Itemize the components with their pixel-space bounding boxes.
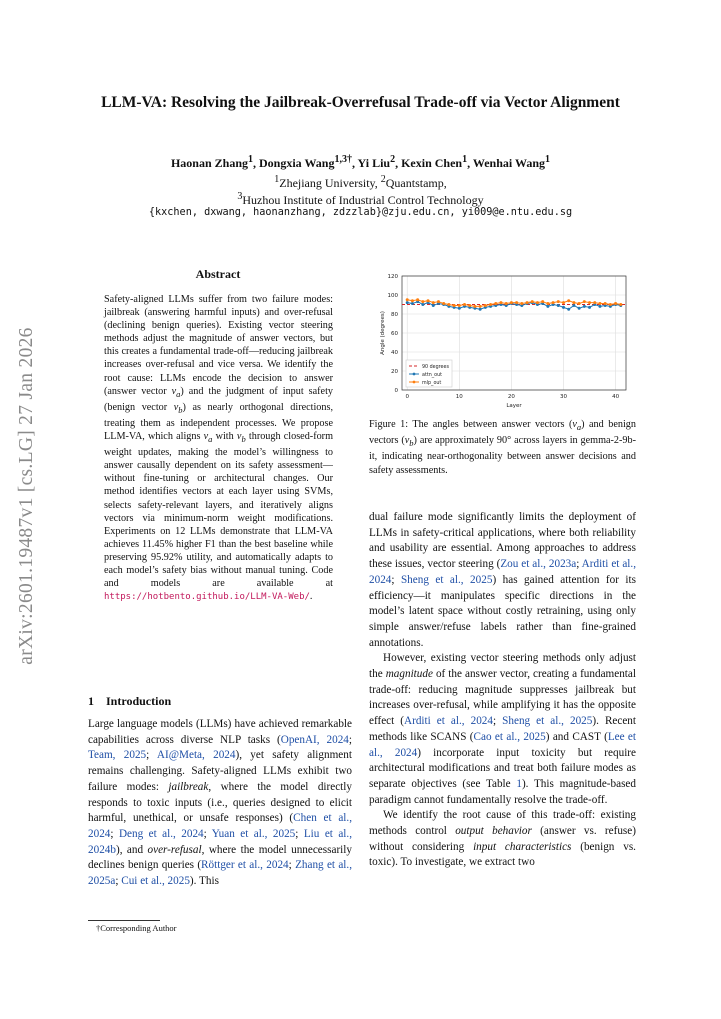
x-tick-label: 20	[507, 394, 515, 400]
abstract-body: Safety-aligned LLMs suffer from two failure modes: jailbreak (answering harmful inputs) and over-refusal (declining benign queries). Existing vector steering methods adjust the magnitude of answer vectors, but this creates a fundamental trade-off—reducing jailbreak increases over-refusal and vice versa. We identify the root cause: LLMs encode the decision to answer (answer vector $v_a$) and the judgment of input safety (benign vector $v_b$) as nearly orthogonal directions, treating them as independent processes. We propose LLM-VA, which aligns $v_a$ with $v_b$ through closed-form weight updates, making the model’s willingness to answer causally dependent on its safety assessment—without fine-tuning or architectural changes. Our method identifies vectors at each layer using SVMs, selects safety-relevant layers, and iteratively aligns vectors via minimum-norm weight modifications. Experiments on 12 LLMs demonstrate that LLM-VA achieves 11.45% higher F1 than the best baseline while preserving 95.92% utility, and automatically adapts to each model’s safety bias without manual tuning. Code and models are available at https://hotbento.github.io/LLM-VA-Web/.	[104, 294, 333, 603]
intro-left-column	[88, 717, 352, 890]
data-point-mlp_out	[619, 303, 622, 306]
affiliation-line-1: $^1$Zhejiang University, $^2$Quantstamp,	[274, 174, 447, 190]
data-point-attn_out	[406, 301, 409, 304]
data-point-attn_out	[598, 305, 601, 308]
data-point-mlp_out	[468, 304, 471, 307]
y-tick-label: 0	[394, 388, 398, 394]
abstract-heading: Abstract	[195, 267, 241, 281]
data-point-mlp_out	[557, 300, 560, 303]
data-point-mlp_out	[604, 302, 607, 305]
data-point-mlp_out	[416, 298, 419, 301]
intro-paragraph-2: dual failure mode significantly limits the deployment of LLMs in safety-critical applications, where both reliability and usability are essential. Among approaches to address these issues, vector steering (Zou et al., 2023a; Arditi et al., 2024; Sheng et al., 2025) has gained attention for its efficiency—it manipulates specific directions in the model’s latent space without costly retraining, using only simple answer/refuse labels rather than fine-grained annotations.	[369, 511, 636, 649]
data-point-mlp_out	[614, 302, 617, 305]
data-point-mlp_out	[541, 300, 544, 303]
data-point-mlp_out	[499, 301, 502, 304]
data-point-mlp_out	[510, 301, 513, 304]
data-point-mlp_out	[453, 304, 456, 307]
legend-marker	[413, 381, 416, 384]
y-tick-label: 60	[391, 331, 398, 337]
section-number: 1	[88, 694, 94, 708]
data-point-mlp_out	[505, 302, 508, 305]
legend-label: mlp_out	[422, 381, 442, 386]
data-point-mlp_out	[536, 301, 539, 304]
y-tick-label: 80	[391, 312, 398, 318]
legend-marker	[413, 373, 416, 376]
data-point-mlp_out	[583, 300, 586, 303]
data-point-attn_out	[411, 302, 414, 305]
data-point-attn_out	[432, 304, 435, 307]
data-point-mlp_out	[473, 305, 476, 308]
footnote-divider	[88, 920, 160, 921]
y-tick-label: 20	[391, 369, 398, 375]
x-tick-label: 30	[559, 394, 567, 400]
data-point-mlp_out	[447, 303, 450, 306]
data-point-mlp_out	[479, 305, 482, 308]
intro-right-column	[369, 510, 636, 871]
figure-caption: Figure 1: The angles between answer vectors $(v_a)$ and benign vectors $(v_b)$ are approximately 90° across layers in gemma-2-9b-it, indicating near-orthogonality between answer decisions and safety assessments.	[369, 419, 636, 476]
intro-paragraph-3: However, existing vector steering methods only adjust the magnitude of the answer vector, creating a fundamental trade-off: reducing magnitude suppresses jailbreak but increases over-refusal, while amplifying it has the opposite effect (Arditi et al., 2024; Sheng et al., 2025). Recent methods like SCANS (Cao et al., 2025) and CAST (Lee et al., 2024) incorporate input toxicity but require architectural modifications and treat both failure modes as separate objectives (see Table 1). This magnitude-based paradigm cannot fundamentally resolve the trade-off.	[369, 652, 637, 806]
x-axis-label: Layer	[506, 403, 522, 409]
angle-chart	[370, 270, 635, 410]
data-point-mlp_out	[489, 303, 492, 306]
data-point-mlp_out	[562, 301, 565, 304]
arxiv-stamp	[5, 296, 49, 696]
figure-1	[370, 270, 635, 410]
section-title: Introduction	[106, 694, 172, 708]
arxiv-id: arXiv:2601.19487v1 [cs.LG] 27 Jan 2026	[16, 327, 37, 665]
data-point-mlp_out	[552, 301, 555, 304]
data-point-mlp_out	[609, 303, 612, 306]
data-point-attn_out	[458, 307, 461, 310]
data-point-attn_out	[546, 305, 549, 308]
data-point-mlp_out	[593, 301, 596, 304]
data-point-attn_out	[557, 304, 560, 307]
data-point-mlp_out	[427, 299, 430, 302]
data-point-mlp_out	[406, 298, 409, 301]
data-point-attn_out	[567, 308, 570, 311]
data-point-mlp_out	[484, 304, 487, 307]
data-point-attn_out	[578, 307, 581, 310]
data-point-mlp_out	[578, 302, 581, 305]
section-heading	[88, 694, 171, 709]
author-list: Haonan Zhang$^1$, Dongxia Wang$^{1,3\dagger}$, Yi Liu$^2$, Kexin Chen$^1$, Wenhai Wang$^1$	[170, 154, 551, 170]
data-point-attn_out	[583, 305, 586, 308]
data-point-mlp_out	[515, 301, 518, 304]
legend-label: attn_out	[422, 373, 442, 378]
data-point-mlp_out	[494, 302, 497, 305]
x-tick-label: 40	[612, 394, 620, 400]
data-point-mlp_out	[588, 301, 591, 304]
data-point-mlp_out	[598, 302, 601, 305]
intro-paragraph-1: Large language models (LLMs) have achieved remarkable capabilities across diverse NLP tasks (OpenAI, 2024; Team, 2025; AI@Meta, 2024), yet safety alignment remains challenging. Safety-aligned LLMs exhibit two failure modes: jailbreak, where the model directly responds to toxic inputs (i.e., queries designed to elicit harmful, unethical, or unsafe responses) (Chen et al., 2024; Deng et al., 2024; Yuan et al., 2025; Liu et al., 2024b), and over-refusal, where the model unnecessarily declines benign queries (Röttger et al., 2024; Zhang et al., 2025a; Cui et al., 2025). This	[88, 718, 353, 888]
data-point-mlp_out	[531, 300, 534, 303]
data-point-mlp_out	[442, 302, 445, 305]
legend-label: 90 degrees	[422, 365, 449, 370]
y-tick-label: 40	[391, 350, 398, 356]
data-point-mlp_out	[437, 300, 440, 303]
data-point-mlp_out	[421, 300, 424, 303]
data-point-mlp_out	[458, 304, 461, 307]
data-point-mlp_out	[526, 301, 529, 304]
y-axis-label: Angle (degrees)	[380, 311, 386, 355]
y-tick-label: 100	[387, 293, 398, 299]
data-point-mlp_out	[411, 299, 414, 302]
data-point-mlp_out	[432, 301, 435, 304]
footnote: †Corresponding Author	[96, 923, 177, 933]
data-point-mlp_out	[567, 299, 570, 302]
intro-paragraph-4: We identify the root cause of this trade-off: existing methods control output behavior (answer vs. refuse) without considering input characteristics (benign vs. toxic). To investigate, we extract two	[369, 809, 636, 869]
author-emails: {kxchen, dxwang, haonanzhang, zdzzlab}@zju.edu.cn, yi009@e.ntu.edu.sg	[148, 207, 573, 218]
data-point-attn_out	[588, 306, 591, 309]
data-point-mlp_out	[546, 302, 549, 305]
affiliation-line-2: $^3$Huzhou Institute of Industrial Control Technology	[237, 191, 484, 207]
data-point-attn_out	[572, 304, 575, 307]
data-point-attn_out	[421, 303, 424, 306]
data-point-mlp_out	[572, 301, 575, 304]
data-point-attn_out	[479, 308, 482, 311]
paper-title: LLM-VA: Resolving the Jailbreak-Overrefusal Trade-off via Vector Alignment	[101, 94, 620, 111]
y-tick-label: 120	[387, 274, 398, 280]
data-point-mlp_out	[463, 303, 466, 306]
data-point-mlp_out	[520, 302, 523, 305]
x-tick-label: 0	[405, 394, 409, 400]
data-point-attn_out	[562, 306, 565, 309]
x-tick-label: 10	[455, 394, 463, 400]
